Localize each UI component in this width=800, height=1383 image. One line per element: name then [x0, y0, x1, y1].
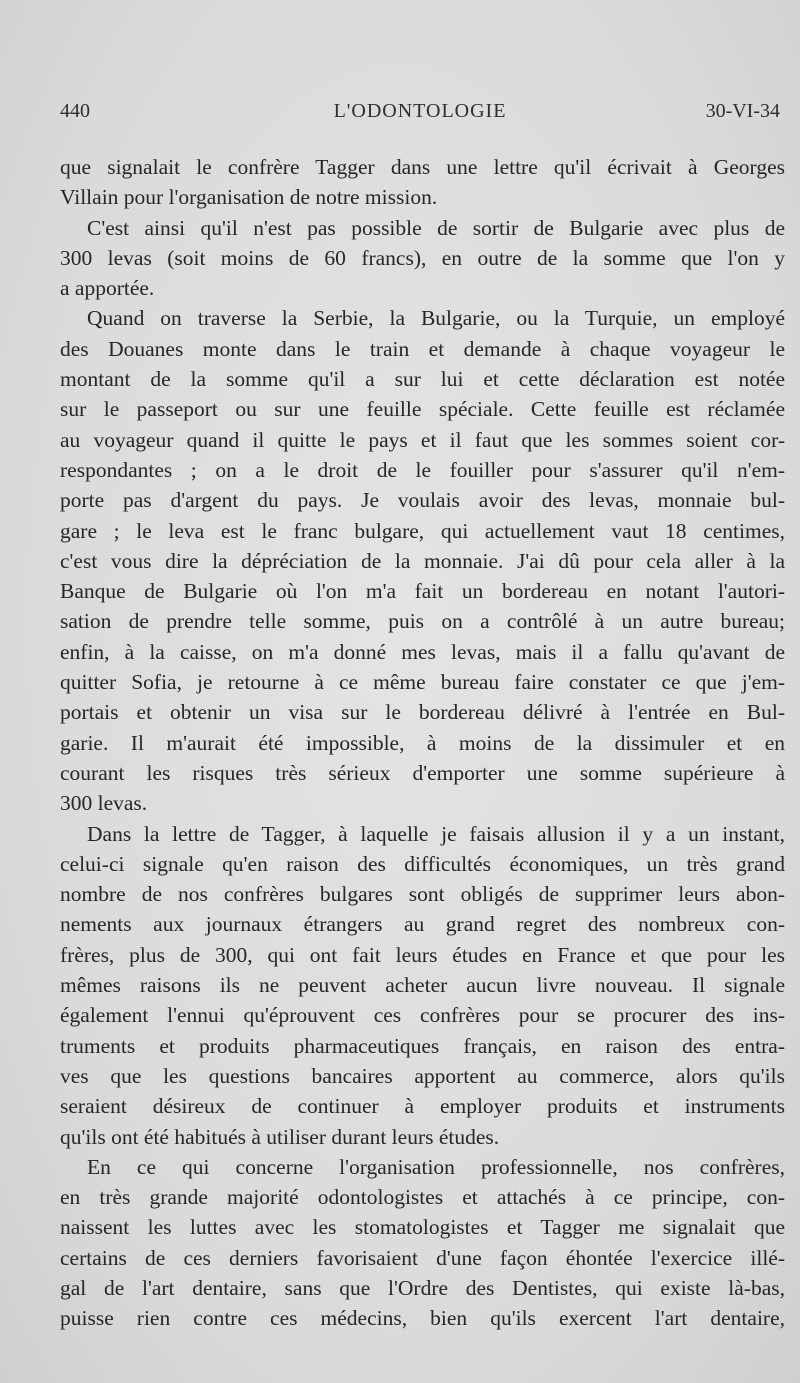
text-line: certains de ces derniers favorisaient d'une façon éhontée l'exercice illé-: [60, 1245, 785, 1270]
text-line: portais et obtenir un visa sur le bordereau délivré à l'entrée en Bul-: [60, 700, 785, 725]
text-line: gal de l'art dentaire, sans que l'Ordre des Dentistes, qui existe là-bas,: [60, 1275, 785, 1300]
issue-date: 30-VI-34: [705, 100, 780, 122]
text-line: Villain pour l'organisation de notre mission.: [60, 185, 438, 210]
text-line: ves que les questions bancaires apportent au commerce, alors qu'ils: [60, 1063, 785, 1088]
text-line: gare ; le leva est le franc bulgare, qui actuellement vaut 18 centimes,: [60, 518, 785, 543]
text-line: mêmes raisons ils ne peuvent acheter aucun livre nouveau. Il signale: [60, 973, 785, 998]
text-line: sation de prendre telle somme, puis on a contrôlé à un autre bureau;: [60, 609, 785, 634]
text-line: également l'ennui qu'éprouvent ces confrères pour se procurer des ins-: [60, 1003, 785, 1028]
text-line: garie. Il m'aurait été impossible, à moins de la dissimuler et en: [60, 730, 785, 755]
text-line: c'est vous dire la dépréciation de la monnaie. J'ai dû pour cela aller à la: [60, 548, 785, 573]
journal-title: L'ODONTOLOGIE: [333, 100, 507, 122]
text-line: C'est ainsi qu'il n'est pas possible de sortir de Bulgarie avec plus de: [87, 215, 785, 240]
text-line: courant les risques très sérieux d'emporter une somme supérieure à: [60, 760, 785, 785]
text-line: porte pas d'argent du pays. Je voulais avoir des levas, monnaie bul-: [60, 488, 785, 513]
text-line: 300 levas.: [60, 791, 148, 816]
page-number: 440: [60, 100, 90, 122]
text-line: quitter Sofia, je retourne à ce même bureau faire constater ce que j'em-: [60, 670, 785, 695]
text-line: frères, plus de 300, qui ont fait leurs études en France et que pour les: [60, 942, 785, 967]
text-line: truments et produits pharmaceutiques français, en raison des entra-: [60, 1033, 785, 1058]
text-line: naissent les luttes avec les stomatologistes et Tagger me signalait que: [60, 1215, 785, 1240]
text-line: en très grande majorité odontologistes et attachés à ce principe, con-: [60, 1185, 785, 1210]
text-line: au voyageur quand il quitte le pays et il faut que les sommes soient cor-: [60, 427, 785, 452]
text-line: enfin, à la caisse, on m'a donné mes levas, mais il a fallu qu'avant de: [60, 639, 785, 664]
text-line: respondantes ; on a le droit de le fouiller pour s'assurer qu'il n'em-: [60, 457, 785, 482]
text-line: seraient désireux de continuer à employer produits et instruments: [60, 1094, 785, 1119]
body-text: [60, 152, 785, 1334]
text-line: nombre de nos confrères bulgares sont obligés de supprimer leurs abon-: [60, 882, 785, 907]
text-line: Banque de Bulgarie où l'on m'a fait un bordereau en notant l'autori-: [60, 579, 785, 604]
text-line: nements aux journaux étrangers au grand regret des nombreux con-: [60, 912, 785, 937]
text-line: 300 levas (soit moins de 60 francs), en outre de la somme que l'on y: [60, 245, 785, 270]
text-line: des Douanes monte dans le train et demande à chaque voyageur le: [60, 336, 785, 361]
text-line: Quand on traverse la Serbie, la Bulgarie, ou la Turquie, un employé: [87, 306, 785, 331]
text-line: a apportée.: [60, 276, 155, 301]
running-header: [60, 100, 780, 130]
text-line: puisse rien contre ces médecins, bien qu'ils exercent l'art dentaire,: [60, 1306, 785, 1331]
text-line: Dans la lettre de Tagger, à laquelle je faisais allusion il y a un instant,: [87, 821, 785, 846]
text-line: montant de la somme qu'il a sur lui et cette déclaration est notée: [60, 367, 785, 392]
text-line: celui-ci signale qu'en raison des difficultés économiques, un très grand: [60, 851, 785, 876]
text-line: que signalait le confrère Tagger dans une lettre qu'il écrivait à Georges: [60, 155, 785, 179]
text-line: En ce qui concerne l'organisation professionnelle, nos confrères,: [87, 1154, 785, 1179]
text-line: sur le passeport ou sur une feuille spéciale. Cette feuille est réclamée: [60, 397, 785, 422]
text-line: qu'ils ont été habitués à utiliser durant leurs études.: [60, 1124, 500, 1149]
